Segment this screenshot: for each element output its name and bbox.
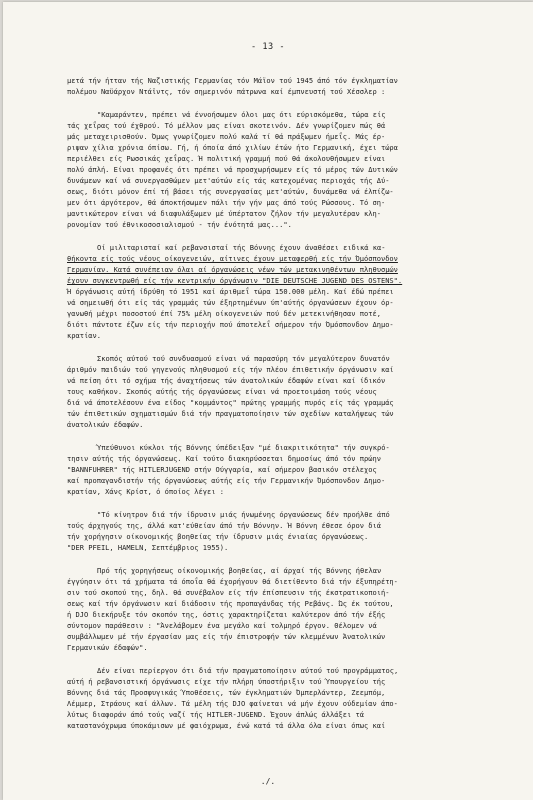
text-line: καί προπαγανδιστήν τής όργανώσεως αύτής είς τήν Γερμανικήν Όμόσπονδον Δημο- [67,476,386,485]
text-line: Ή όργάνωσις αύτή ίδρύθη τό 1951 καί άριθμεΐ τώρα 150.000 μέλη. Καί έδώ πρέπει [67,287,394,296]
text-line: σιν τού σκοπού της, δηλ. θά συνέβαλον είς τήν έπίσπευσιν τής έκστρατικοποιή- [67,588,390,597]
text-line: κρατίαν, Χάνς Κρίστ, ό όποίος λέγει : [67,487,224,496]
text-line: καταστανόχρωμα ύποκάμισων μέ φαιόχρωμα, ένώ κατά τά άλλα όλα είναι όπως καί [67,721,386,730]
text-line: αύτή ή ρεβανσιστική όργάνωσις είχε τήν πλήρη ύποστήριξιν τού Ύπουργείου τής [67,677,386,686]
text-line: θήκοντα είς τούς νέους οίκογενειών, αίτινες έχουν μεταφερθή είς τήν Όμόσπονδον [67,254,398,263]
document-page [3,2,533,800]
text-line: Πρό τής χορηγήσεως οίκονομικής βοηθείας, αί άρχαί τής Βόννης ήθελαν [97,566,382,575]
text-line: έγγύησιν ότι τά χρήματα τά όποΐα θά έχορήγουν θά διετίθεντο διά τήν έξυπηρέτη- [67,577,398,586]
text-line: τησιν αύτής τής όργανώσεως. Καί τούτο διακηρύσσεται δημοσίως άπό τόν πρώην [67,454,381,463]
text-line: περιέλθει είς Ρωσσικάς χεΐρας. Ή πολιτική γραμμή πού θά άκολουθήσωμεν είναι [67,154,386,163]
text-line: μεν ότι άργότερον, θά άποκτήσωμεν πάλι τήν γήν μας άπό τούς Ρώσσους. Τό ση- [67,198,386,207]
text-line: Λέμμερ, Στράους καί άλλων. Τά μέλη τής DJO φαίνεται νά μήν έχουν ούδεμίαν άπο- [67,699,398,708]
text-line: Ύπεύθυνοι κύκλοι τής Βόννης ύπέδειξαν "μέ διακριτικότητα" τήν συγκρό- [97,443,390,452]
text-line: ριψαν χίλια χρόνια όπίσω. Γή, ή όποία άπό χιλίων έτών ήτο Γερμανική, έχει τώρα [67,143,398,152]
text-line: άνατολικών έδαφών. [67,420,144,429]
text-line: σεως, διότι μόνον έπί τή βάσει τής συνεργασίας μετ'αύτών, δυνάμεθα νά έλπίζω- [67,187,394,196]
text-line: τών έπιθετικών σχηματισμών διά τήν πραγματοποίησιν τών σχεδίων καταλήψεως τών [67,409,394,418]
text-line: μετά τήν ήτταν τής Ναζιστικής Γερμανίας τόν Μάϊον τού 1945 άπό τόν έγκληματίαν [67,76,398,85]
text-line: πολύ άπλή. Είναι προφανές ότι πρέπει νά προσχωρήσωμεν είς τό μέρος τών Δυτικών [67,165,398,174]
text-line: "DER PFEIL, HAMELN, Σεπτέμβριος 1955). [67,543,229,552]
text-line: μάς μεταχειρισθούν. Όμως γνωρίζομεν πολύ καλά τί θά πράξωμεν ήμεΐς. Μάς έρ- [67,132,386,141]
text-line: τούς άρχηγούς της, άλλά κατ'εύθείαν άπό τήν Βόννην. Ή Βόννη έθεσε όρον διά [67,521,381,530]
page-number: - 13 - [250,42,286,52]
text-line: έχουν συγκεντρωθή είς τήν κεντρικήν όργάνωσιν "DIE DEUTSCHE JUGEND DES OSTENS". [67,276,403,285]
text-line: λύτως διαφοράν άπό τούς ναζί τής HITLER-JUGEND. Έχουν άπλώς άλλάξει τά [67,710,364,719]
text-line: τους καθήκον. Σκοπός αύτής τής όργανώσεως είναι νά προετοιμάση τούς νέους [67,387,377,396]
text-line: διότι πάντοτε έζων είς τήν περιοχήν πού άποτελεΐ σήμερον τήν Όμόσπονδον Δημο- [67,320,394,329]
text-line: "BANNFUHRER" τής HITLERJUGEND στήν Ούγγαρία, καί σήμερον βασικόν στέλεχος [67,465,377,474]
text-line: Δέν είναι περίεργον ότι διά τήν πραγματοποίησιν αύτού τού προγράμματος, [97,666,399,675]
text-line: συμβάλλωμεν μέ τήν έργασίαν μας είς τήν έπιστροφήν τών κλεμμένων Άνατολικών [67,632,386,641]
continuation-mark: ./. [260,777,276,786]
text-line: τάς χεΐρας τού έχθρού. Τό μέλλον μας είναι σκοτεινόν. Δέν γνωρίζομεν πώς θά [67,121,386,130]
text-line: πολέμου Ναϋάρχον Ντάϊντς, τόν σημερινόν πάτρωνα καί έμπνευστή τού Χέσσλερ : [67,87,386,96]
text-line: κρατίαν. [67,331,101,340]
text-line: "Τό κίνητρον διά τήν ίδρυσιν μιάς ήνωμένης όργανώσεως δέν προήλθε άπό [97,510,390,519]
text-line: νά σημειωθή ότι είς τάς γραμμάς τών έξηρτημένων ύπ'αύτής όργανώσεων έχουν όρ- [67,298,394,307]
text-line: Οί μιλιταρισταί καί ρεβανσισταί τής Βόννης έχουν άναθέσει ειδικά κα- [97,243,386,252]
text-line: τήν χορήγησιν οίκονομικής βοηθείας τήν ίδρυσιν μιάς ένιαίας όργανώσεως. [67,532,369,541]
text-line: δυνάμεων καί νά συνεργασθώμεν μετ'αύτών είς τάς κατεχομένας περιοχάς τής Δύ- [67,176,390,185]
text-line: μαντικώτερον είναι νά διαφυλάξωμεν μέ ύπέρτατον ζήλον τήν μεγαλυτέραν κλη- [67,209,381,218]
text-line: σεως καί τήν όργάνωσιν καί διάδοσιν τής προπαγάνδας τής Ρεβάνς. Ώς έκ τούτου, [67,599,394,608]
text-line: "Καμαράντεν, πρέπει νά έννοήσωμεν όλοι μας ότι εύρισκόμεθα, τώρα είς [97,110,386,119]
text-line: άριθμόν παιδιών τού γηγενούς πληθυσμού είς τήν πλέον έπιθετικήν όργάνωσιν καί [67,365,394,374]
text-line: σύντομον παράθεσιν : "Άνελάβομεν ένα μεγάλο καί τολμηρό έργον. Θέλομεν νά [67,621,377,630]
text-line: Βόννης διά τάς Προσφυγικάς Ύποθέσεις, τών έγκληματιών Όμπερλάντερ, Ζεεμπόμ, [67,688,386,697]
text-line: Σκοπός αύτού τού συνδυασμού είναι νά παρασύρη τόν μεγαλύτερον δυνατόν [97,354,390,363]
text-line: νά πείση ότι τό σχήμα τής άναχτήσεως τών άνατολικών έδαφών είναι καί ίδικόν [67,376,386,385]
text-line: ή DJO διεκήρυξε τόν σκοπόν της, όστις χαρακτηρίζεται καλύτερον άπό τήν έξής [67,610,386,619]
text-line: διά νά άποτελέσουν ένα είδος "κομμάντος" πρώτης γραμμής πυρός είς τάς γραμμάς [67,398,394,407]
text-line: ρονομίαν τού έθνικοσοσιαλισμού - τήν ένότητά μας...". [67,220,292,229]
text-line: Γερμανίαν. Κατά συνέπειαν όλαι αί όργανώσεις νέων τών μετακινηθέντων πληθυσμών [67,265,398,274]
text-line: γανωθή μέχρι ποσοστού έπί 75% μέλη οίκογενειών πού δέν μετεκινήθησαν ποτέ, [67,309,381,318]
text-line: Γερμανικών έδαφών". [67,643,148,652]
